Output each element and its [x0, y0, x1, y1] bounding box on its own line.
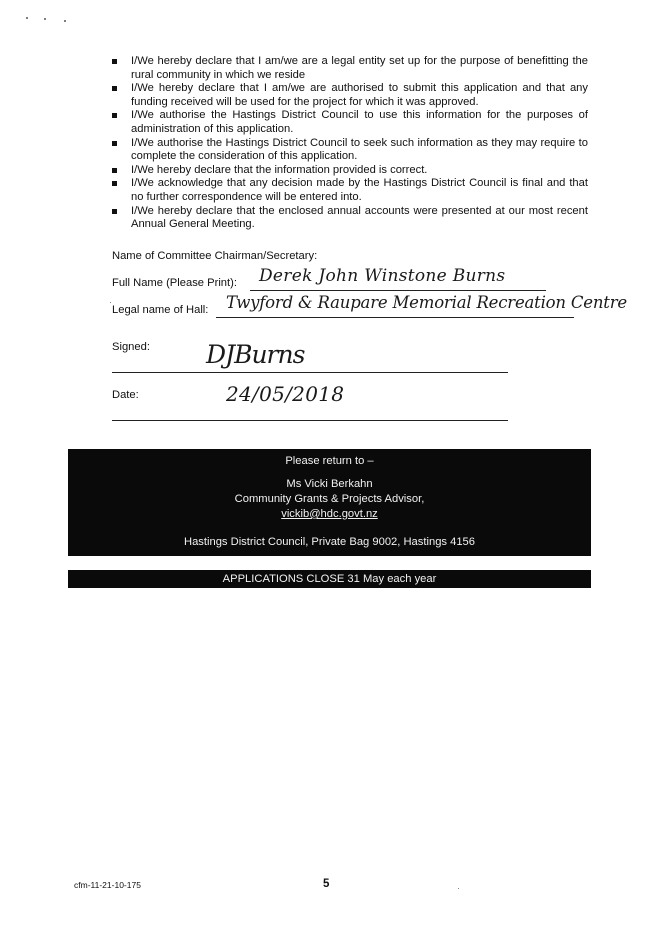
declaration-item	[110, 82, 588, 109]
declaration-text: I/We authorise the Hastings District Council to use this information for the purposes of administration of this application.	[131, 109, 588, 135]
declaration-text: I/We hereby declare that the enclosed annual accounts were presented at our most recent Annual General Meeting.	[131, 204, 588, 231]
signed-label: Signed:	[112, 341, 150, 353]
bullet-icon	[112, 209, 117, 214]
page-number: 5	[323, 878, 330, 890]
declaration-item	[110, 205, 588, 232]
signature-underline	[112, 372, 508, 373]
hall-name-field[interactable]: Twyford & Raupare Memorial Recreation Centre	[226, 293, 627, 312]
declaration-item	[110, 137, 588, 164]
return-to-box	[68, 449, 591, 556]
declaration-text: I/We acknowledge that any decision made by the Hastings District Council is final and that no further correspondence will be entered into.	[131, 177, 588, 203]
full-name-label: Full Name (Please Print):	[112, 277, 237, 289]
declaration-item	[110, 55, 588, 82]
contact-email-link[interactable]: vickib@hdc.govt.nz	[281, 508, 378, 520]
date-label: Date:	[112, 389, 139, 401]
signature-field[interactable]: DJBurns	[206, 340, 305, 369]
declaration-text: I/We hereby declare that I am/we are a legal entity set up for the purpose of benefitting the rural community in which we reside	[131, 55, 588, 81]
hall-name-label: Legal name of Hall:	[112, 304, 209, 316]
bullet-icon	[112, 141, 117, 146]
scan-speck	[64, 20, 66, 22]
bullet-icon	[112, 113, 117, 118]
full-name-field[interactable]: Derek John Winstone Burns	[259, 266, 506, 286]
declaration-item	[110, 177, 588, 204]
council-address: Hastings District Council, Private Bag 9002, Hastings 4156	[183, 536, 476, 548]
scan-speck	[26, 17, 28, 19]
contact-email-line	[68, 508, 591, 520]
declaration-item	[110, 109, 588, 136]
scan-speck	[44, 18, 46, 20]
declaration-text: I/We authorise the Hastings District Council to seek such information as they may require to complete the consideration of this application.	[131, 136, 588, 163]
form-code: cfm-11-21-10-175	[74, 880, 141, 890]
declaration-text: I/We hereby declare that the information provided is correct.	[131, 163, 428, 176]
bullet-icon	[112, 86, 117, 91]
declaration-item	[110, 164, 588, 178]
bullet-icon	[112, 181, 117, 186]
scan-speck	[458, 888, 459, 889]
scan-speck	[110, 302, 111, 303]
declaration-text: I/We hereby declare that I am/we are authorised to submit this application and that any funding received will be used for the project for which it was approved.	[131, 82, 588, 108]
bullet-icon	[112, 168, 117, 173]
hall-name-underline	[216, 317, 574, 318]
contact-name: Ms Vicki Berkahn	[286, 478, 373, 490]
bullet-icon	[112, 59, 117, 64]
date-field[interactable]: 24/05/2018	[226, 382, 345, 406]
return-heading: Please return to –	[285, 455, 374, 467]
date-underline	[112, 420, 508, 421]
full-name-underline	[250, 290, 546, 291]
contact-role: Community Grants & Projects Advisor,	[234, 493, 425, 505]
committee-heading: Name of Committee Chairman/Secretary:	[112, 250, 318, 262]
applications-close-notice: APPLICATIONS CLOSE 31 May each year	[68, 570, 591, 588]
declaration-list	[110, 55, 588, 232]
